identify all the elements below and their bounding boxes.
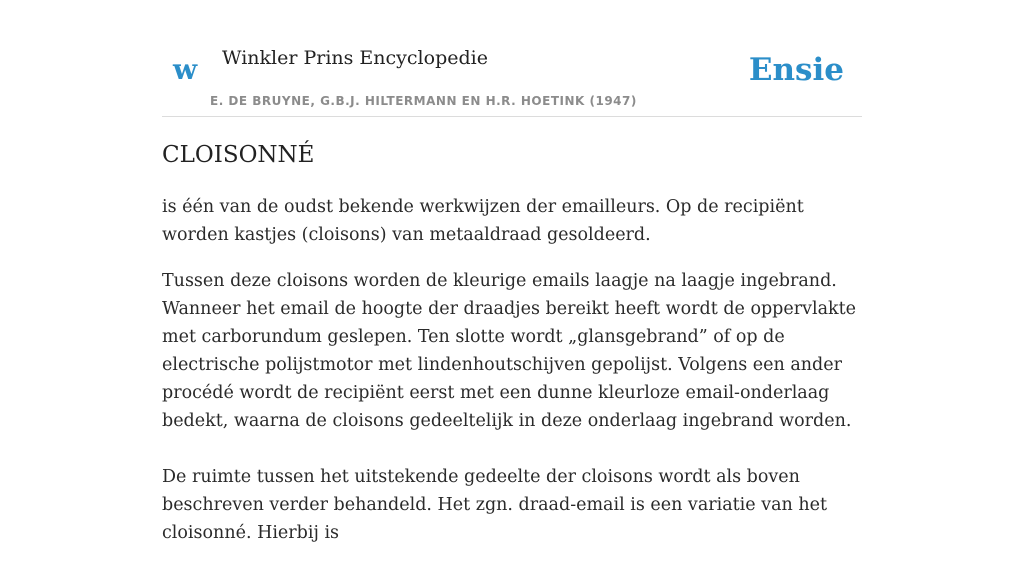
authors-line: E. DE BRUYNE, G.B.J. HILTERMANN EN H.R. HOETINK (1947) — [210, 94, 637, 108]
article-body — [162, 193, 872, 565]
site-header — [162, 0, 862, 117]
article-paragraph-1: is één van de oudst bekende werkwijzen der emailleurs. Op de recipiënt worden kastjes (cloisons) van metaaldraad gesoldeerd. — [162, 197, 804, 245]
winkler-prins-logo-icon[interactable]: w — [173, 53, 198, 86]
book-title-link[interactable]: Winkler Prins Encyclopedie — [222, 47, 488, 69]
article-paragraph-2: Tussen deze cloisons worden de kleurige emails laagje na laagje ingebrand. Wanneer het email de hoogte der draadjes bereikt heeft wordt de oppervlakte met carborundum geslepen. Ten slotte wordt „glansgebrand” of op de electrische polijstmotor met lindenhoutschijven gepolijst. Volgens een ander procédé wordt de recipiënt eerst met een dunne kleurloze email-onderlaag bedekt, waarna de cloisons gedeeltelijk in deze onderlaag ingebrand worden. — [162, 271, 857, 431]
article-title: CLOISONNÉ — [162, 142, 315, 168]
content-column — [162, 0, 862, 543]
ensie-brand-logo[interactable]: Ensie — [748, 52, 844, 88]
article-paragraph-3: De ruimte tussen het uitstekende gedeelte der cloisons wordt als boven beschreven verder behandeld. Het zgn. draad-email is een variatie van het cloisonné. Hierbij is — [162, 467, 828, 543]
